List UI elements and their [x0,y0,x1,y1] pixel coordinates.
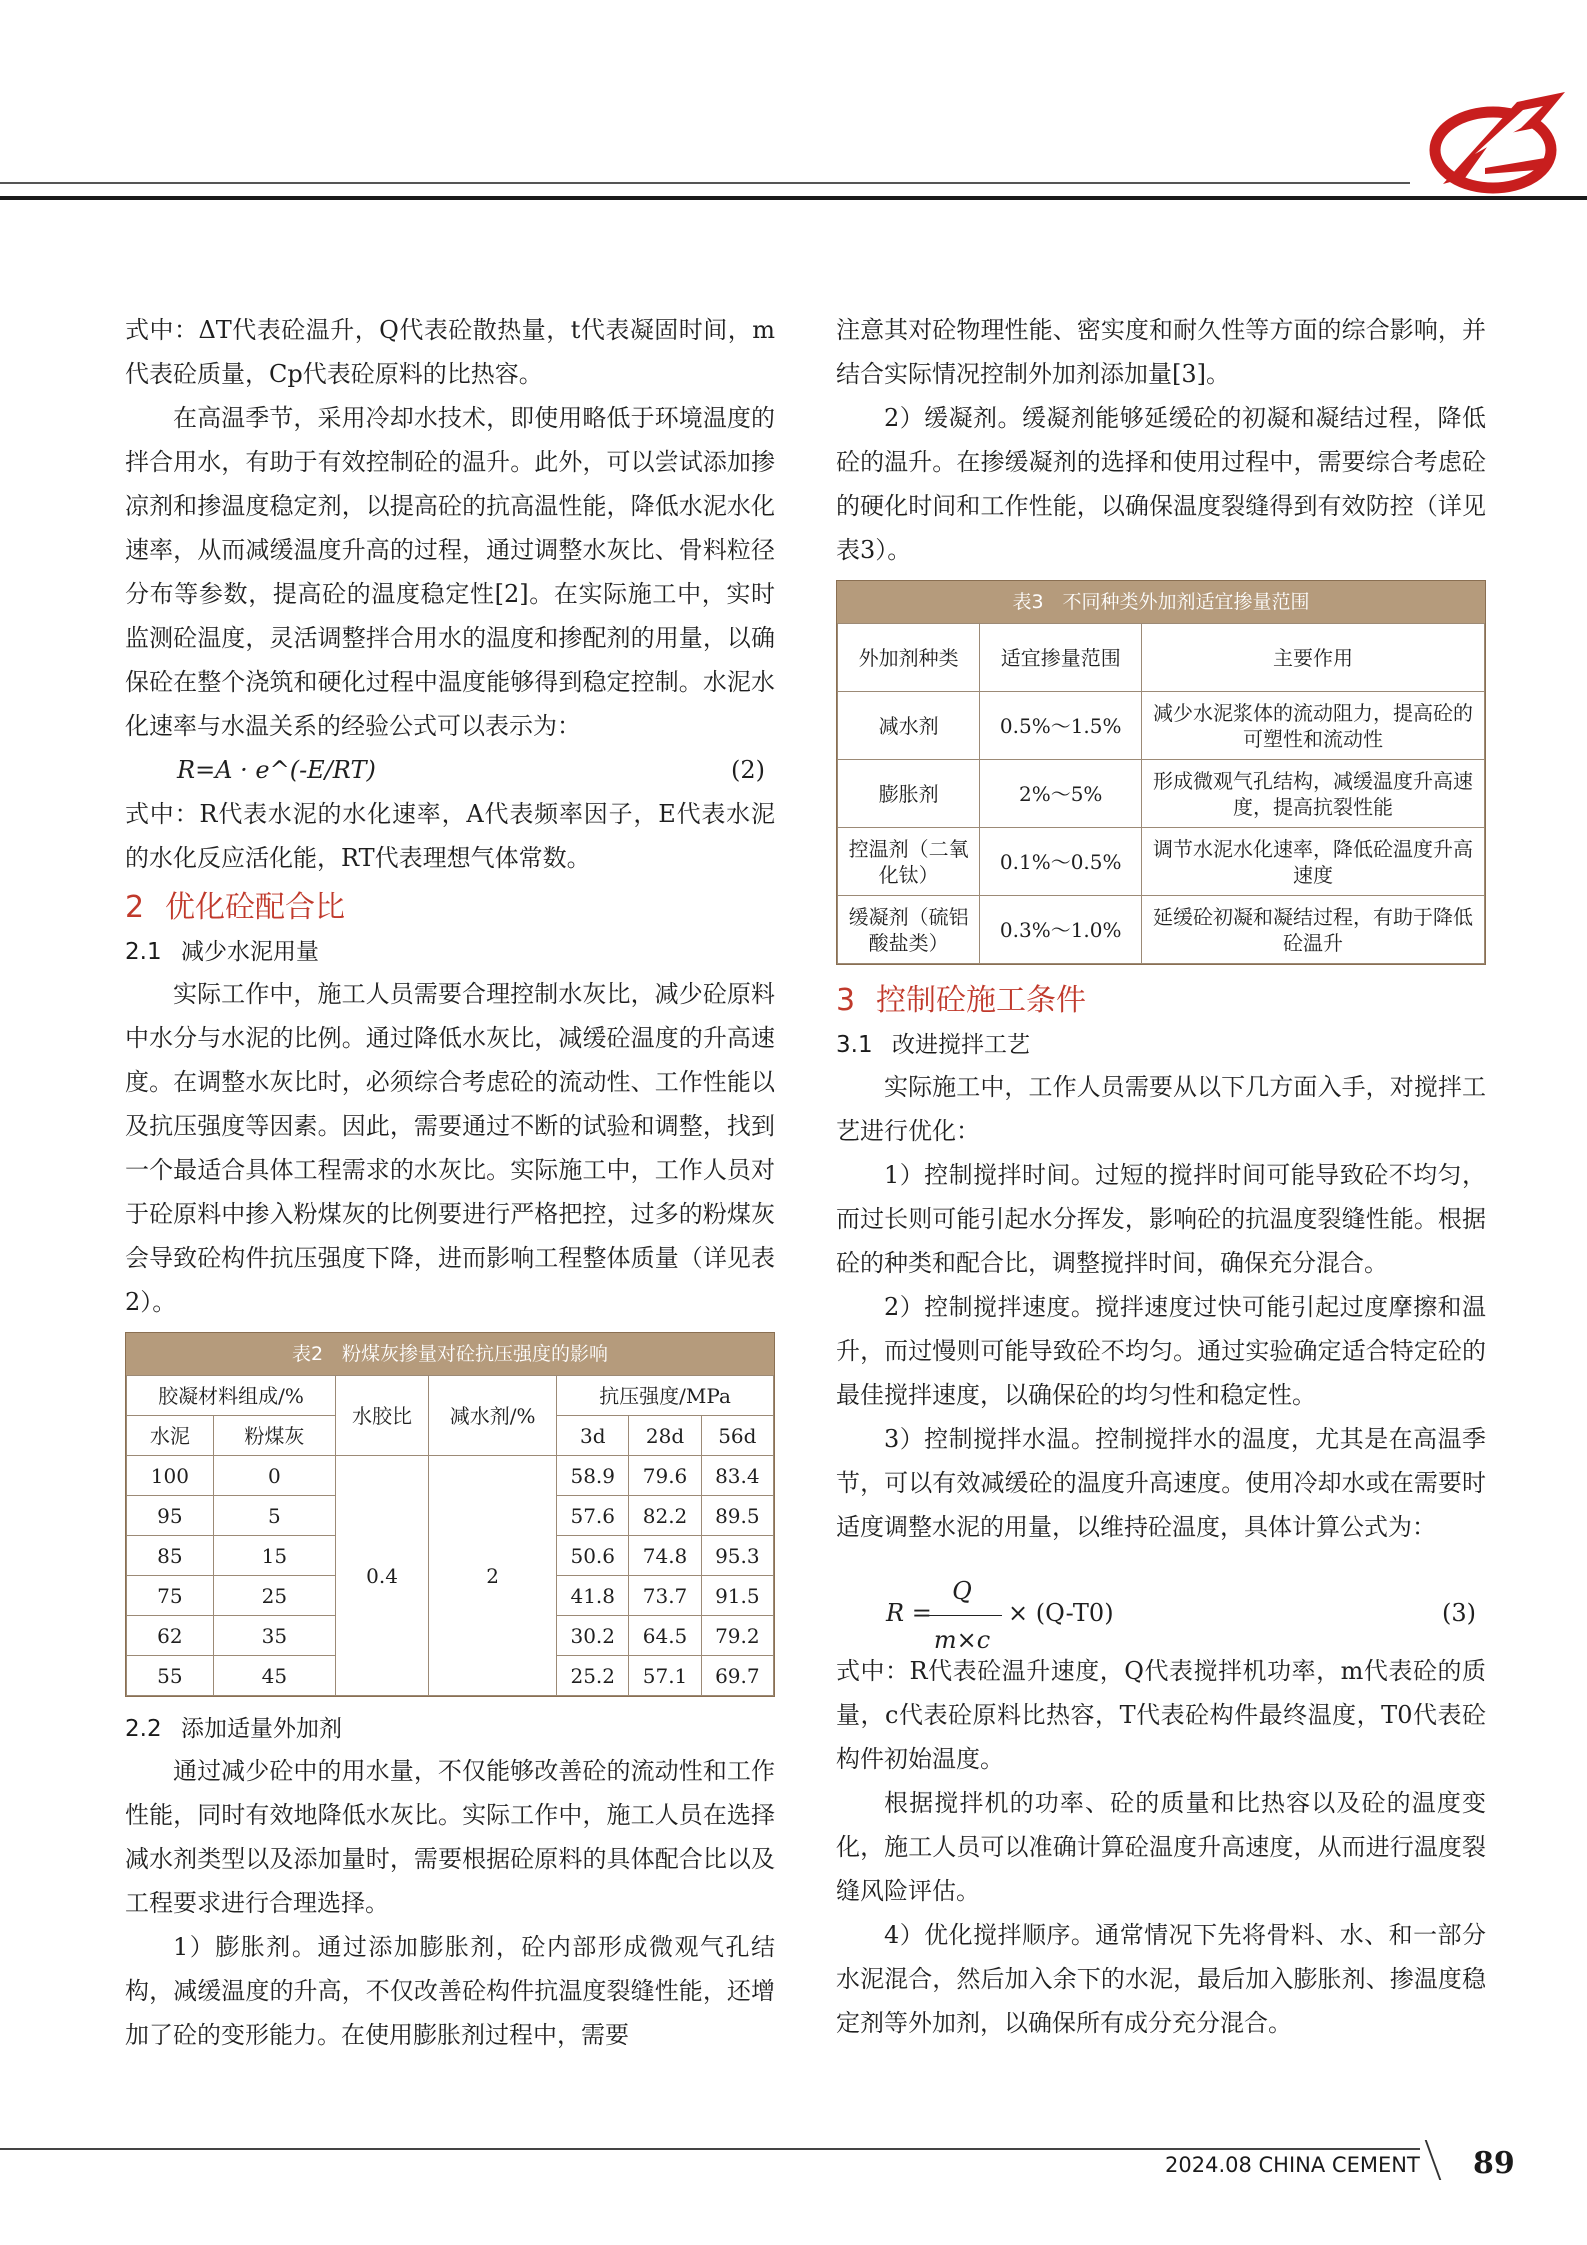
table-header: 抗压强度/MPa [557,1376,774,1416]
fraction-bar [922,1615,1002,1616]
paragraph: 1）膨胀剂。通过添加膨胀剂，砼内部形成微观气孔结构，减缓温度的升高，不仅改善砼构件抗温度裂缝性能，还增加了砼的变形能力。在使用膨胀剂过程中，需要 [125,1933,775,2049]
fraction-denominator: m×c [933,1626,991,1654]
table-row [127,1456,774,1496]
paragraph: 根据搅拌机的功率、砼的质量和比热容以及砼的温度变化，施工人员可以准确计算砼温度升高速度，从而进行温度裂缝风险评估。 [836,1789,1486,1905]
table-cell: 83.4 [701,1456,773,1496]
formula-lhs: R = [886,1599,932,1627]
section-title: 优化砼配合比 [165,890,345,925]
table-cell: 35 [213,1616,335,1656]
table-cell: 55 [127,1656,214,1696]
table-caption: 表2 粉煤灰掺量对砼抗压强度的影响 [126,1333,774,1375]
paragraph: 注意其对砼物理性能、密实度和耐久性等方面的综合影响，并结合实际情况控制外加剂添加量[3]。 [836,316,1486,388]
formula-2 [125,748,775,792]
paragraph: 4）优化搅拌顺序。通常情况下先将骨料、水、和一部分水泥混合，然后加入余下的水泥，最后加入膨胀剂、掺温度稳定剂等外加剂，以确保所有成分充分混合。 [836,1921,1486,2037]
table-cell: 膨胀剂 [838,760,980,828]
table-cell: 0.3%～1.0% [980,896,1142,964]
section-heading-3 [836,977,1486,1025]
table-cell: 0 [213,1456,335,1496]
table-cell: 形成微观气孔结构，减缓温度升高速度，提高抗裂性能 [1142,760,1485,828]
subsection-title: 改进搅拌工艺 [892,1032,1030,1058]
table-header: 粉煤灰 [213,1416,335,1456]
right-column [836,308,1486,2045]
table-cell: 57.6 [557,1496,629,1536]
table-cell: 25.2 [557,1656,629,1696]
table-cell: 62 [127,1616,214,1656]
table-cell: 79.2 [701,1616,773,1656]
table-cell: 缓凝剂（硫铝酸盐类） [838,896,980,964]
table-cell: 85 [127,1536,214,1576]
paragraph: 式中：R代表砼温升速度，Q代表搅拌机功率，m代表砼的质量，c代表砼原料比热容，T代表砼构件最终温度，T0代表砼构件初始温度。 [836,1657,1486,1773]
table-cell: 5 [213,1496,335,1536]
table-cell: 73.7 [629,1576,701,1616]
table-cell: 74.8 [629,1536,701,1576]
paragraph: 通过减少砼中的用水量，不仅能够改善砼的流动性和工作性能，同时有效地降低水灰比。实际工作中，施工人员在选择减水剂类型以及添加量时，需要根据砼原料的具体配合比以及工程要求进行合理选择。 [125,1757,775,1917]
table-header: 减水剂/% [429,1376,557,1456]
subsection-number: 3.1 [836,1032,873,1058]
equation-number: (2) [731,756,765,784]
table-cell: 58.9 [557,1456,629,1496]
table-3 [836,580,1486,965]
subsection-heading-2-2 [125,1709,775,1749]
table-row [838,828,1485,896]
header-rule-thin [0,182,1410,184]
table-header: 56d [701,1416,773,1456]
table-header: 胶凝材料组成/% [127,1376,336,1416]
subsection-heading-3-1 [836,1025,1486,1065]
table-header: 水胶比 [335,1376,428,1456]
formula-rhs: × (Q-T0) [1008,1599,1114,1627]
section-heading-2 [125,884,775,932]
table-row [838,760,1485,828]
table-cell: 45 [213,1656,335,1696]
table-cell: 调节水泥水化速率，降低砼温度升高速度 [1142,828,1485,896]
page-number: 89 [1473,2146,1515,2181]
table-row [838,896,1485,964]
table-header: 3d [557,1416,629,1456]
table-cell: 100 [127,1456,214,1496]
table-cell: 41.8 [557,1576,629,1616]
paragraph: 式中：ΔT代表砼温升，Q代表砼散热量，t代表凝固时间，m代表砼质量，Cp代表砼原料的比热容。 [125,316,775,388]
table-cell: 0.1%～0.5% [980,828,1142,896]
fraction-numerator: Q [952,1577,972,1605]
table-cell: 30.2 [557,1616,629,1656]
paragraph: 式中：R代表水泥的水化速率，A代表频率因子，E代表水泥的水化反应活化能，RT代表理想气体常数。 [125,800,775,872]
table-cell: 69.7 [701,1656,773,1696]
paragraph: 3）控制搅拌水温。控制搅拌水的温度，尤其是在高温季节，可以有效减缓砼的温度升高速度。使用冷却水或在需要时适度调整水泥的用量，以维持砼温度，具体计算公式为： [836,1425,1486,1541]
formula-text: R=A · e^(-E/RT) [177,756,376,784]
table-cell: 75 [127,1576,214,1616]
table-cell: 57.1 [629,1656,701,1696]
table-cell: 15 [213,1536,335,1576]
table-header: 外加剂种类 [838,624,980,692]
table-cell: 50.6 [557,1536,629,1576]
paragraph: 1）控制搅拌时间。过短的搅拌时间可能导致砼不均匀，而过长则可能引起水分挥发，影响砼的抗温度裂缝性能。根据砼的种类和配合比，调整搅拌时间，确保充分混合。 [836,1161,1486,1277]
table-cell: 2 [429,1456,557,1696]
table-cell: 延缓砼初凝和凝结过程，有助于降低砼温升 [1142,896,1485,964]
table-cell: 95 [127,1496,214,1536]
journal-logo [1425,88,1570,198]
table-cell: 减水剂 [838,692,980,760]
table-header: 适宜掺量范围 [980,624,1142,692]
table-cell: 89.5 [701,1496,773,1536]
left-column [125,308,775,2057]
table-cell: 91.5 [701,1576,773,1616]
table-caption: 表3 不同种类外加剂适宜掺量范围 [837,581,1485,623]
table-row [838,692,1485,760]
table-header: 28d [629,1416,701,1456]
subsection-title: 添加适量外加剂 [181,1716,342,1742]
formula-fraction [922,1569,1002,1662]
footer-journal: 2024.08 CHINA CEMENT [1165,2153,1420,2177]
subsection-number: 2.1 [125,939,162,965]
paragraph: 实际施工中，工作人员需要从以下几方面入手，对搅拌工艺进行优化： [836,1073,1486,1145]
table-cell: 25 [213,1576,335,1616]
table-cell: 95.3 [701,1536,773,1576]
paragraph: 2）控制搅拌速度。搅拌速度过快可能引起过度摩擦和温升，而过慢则可能导致砼不均匀。通过实验确定适合特定砼的最佳搅拌速度，以确保砼的均匀性和稳定性。 [836,1293,1486,1409]
table-cell: 控温剂（二氧化钛） [838,828,980,896]
subsection-title: 减少水泥用量 [181,939,319,965]
table-2 [125,1332,775,1697]
subsection-heading-2-1 [125,932,775,972]
formula-3 [836,1563,1486,1654]
subsection-number: 2.2 [125,1716,162,1742]
table-cell: 0.4 [335,1456,428,1696]
table-cell: 2%～5% [980,760,1142,828]
table-header: 主要作用 [1142,624,1485,692]
table-cell: 64.5 [629,1616,701,1656]
table-cell: 79.6 [629,1456,701,1496]
table-cell: 0.5%～1.5% [980,692,1142,760]
section-number: 3 [836,983,856,1018]
footer-rule [0,2148,1420,2150]
paragraph: 实际工作中，施工人员需要合理控制水灰比，减少砼原料中水分与水泥的比例。通过降低水灰比，减缓砼温度的升高速度。在调整水灰比时，必须综合考虑砼的流动性、工作性能以及抗压强度等因素。因此，需要通过不断的试验和调整，找到一个最适合具体工程需求的水灰比。实际施工中，工作人员对于砼原料中掺入粉煤灰的比例要进行严格把控，过多的粉煤灰会导致砼构件抗压强度下降，进而影响工程整体质量（详见表2）。 [125,980,775,1316]
section-number: 2 [125,890,145,925]
footer-slash [1425,2140,1442,2180]
table-cell: 82.2 [629,1496,701,1536]
section-title: 控制砼施工条件 [876,983,1086,1018]
header-rule-thick [0,196,1587,200]
paragraph: 在高温季节，采用冷却水技术，即使用略低于环境温度的拌合用水，有助于有效控制砼的温升。此外，可以尝试添加掺凉剂和掺温度稳定剂，以提高砼的抗高温性能，降低水泥水化速率，从而减缓温度升高的过程，通过调整水灰比、骨料粒径分布等参数，提高砼的温度稳定性[2]。在实际施工中，实时监测砼温度，灵活调整拌合用水的温度和掺配剂的用量，以确保砼在整个浇筑和硬化过程中温度能够得到稳定控制。水泥水化速率与水温关系的经验公式可以表示为： [125,404,775,740]
paragraph: 2）缓凝剂。缓凝剂能够延缓砼的初凝和凝结过程，降低砼的温升。在掺缓凝剂的选择和使用过程中，需要综合考虑砼的硬化时间和工作性能，以确保温度裂缝得到有效防控（详见表3）。 [836,404,1486,564]
table-cell: 减少水泥浆体的流动阻力，提高砼的可塑性和流动性 [1142,692,1485,760]
equation-number: (3) [1442,1599,1476,1627]
table-header: 水泥 [127,1416,214,1456]
